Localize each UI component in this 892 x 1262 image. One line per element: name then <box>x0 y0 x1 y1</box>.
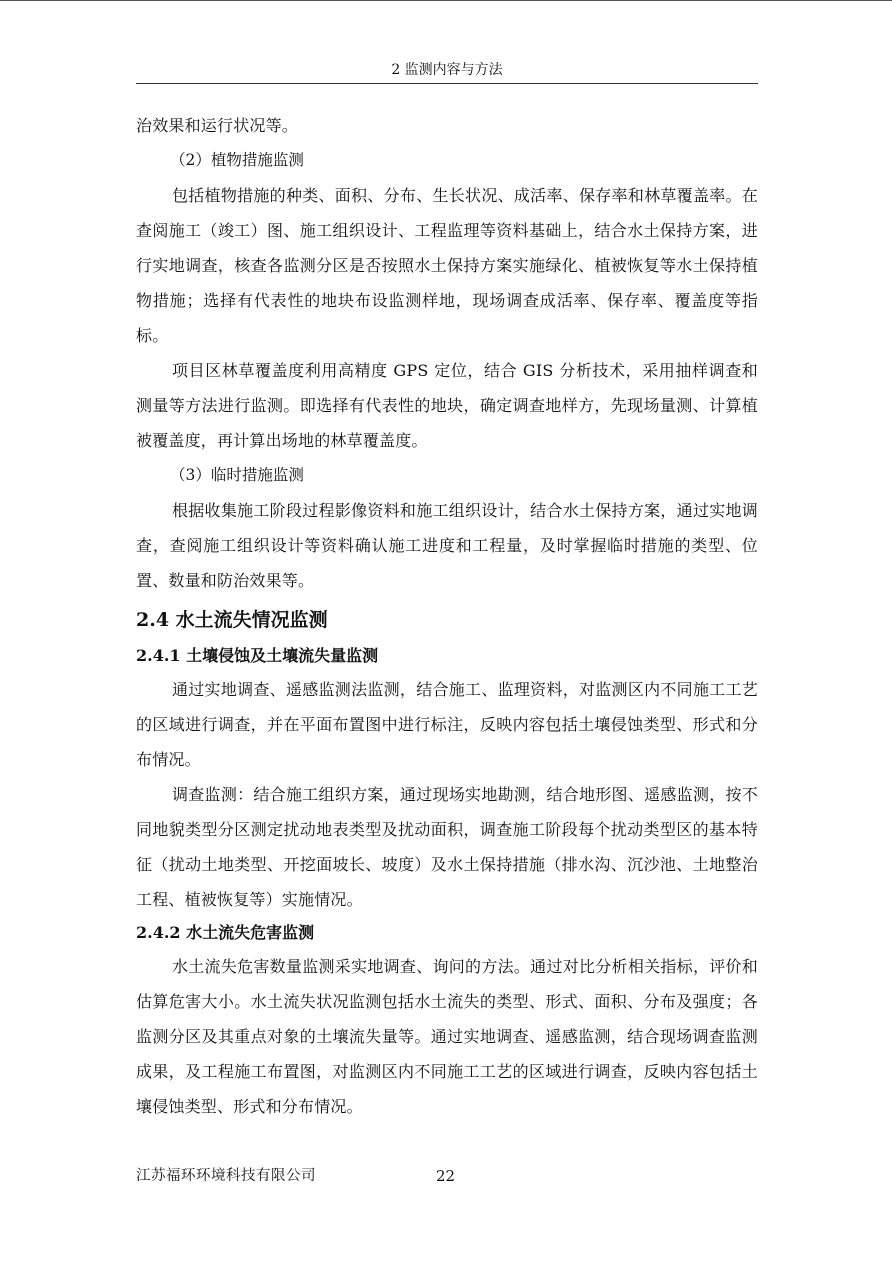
paragraph-continuation: 治效果和运行状况等。 <box>136 116 299 135</box>
document-body <box>136 108 758 1124</box>
page-number: 22 <box>436 1167 456 1185</box>
section-heading-2-4-2: 2.4.2 水土流失危害监测 <box>136 923 315 942</box>
subheading-temporary-measures: （3）临时措施监测 <box>170 466 304 484</box>
paragraph-vegetation-coverage: 项目区林草覆盖度利用高精度 GPS 定位，结合 GIS 分析技术，采用抽样调查和测量等方法进行监测。即选择有代表性的地块，确定调查地样方，先现场量测、计算植被覆盖度，再计算出场地的林草覆盖度。 <box>136 361 758 450</box>
header-divider <box>136 83 758 84</box>
paragraph-soil-erosion: 通过实地调查、遥感监测法监测，结合施工、监理资料，对监测区内不同施工工艺的区域进行调查，并在平面布置图中进行标注，反映内容包括土壤侵蚀类型、形式和分布情况。 <box>136 680 758 769</box>
paragraph-plant-measures: 包括植物措施的种类、面积、分布、生长状况、成活率、保存率和林草覆盖率。在查阅施工（竣工）图、施工组织设计、工程监理等资料基础上，结合水土保持方案，进行实地调查，核查各监测分区是否按照水土保持方案实施绿化、植被恢复等水土保持植物措施；选择有代表性的地块布设监测样地，现场调查成活率、保存率、覆盖度等指标。 <box>136 186 758 345</box>
paragraph-survey-monitoring: 调查监测：结合施工组织方案，通过现场实地勘测，结合地形图、遥感监测，按不同地貌类型分区测定扰动地表类型及扰动面积，调查施工阶段每个扰动类型区的基本特征（扰动土地类型、开挖面坡长、坡度）及水土保持措施（排水沟、沉沙池、土地整治工程、植被恢复等）实施情况。 <box>136 785 758 909</box>
section-heading-2-4: 2.4 水土流失情况监测 <box>136 609 328 631</box>
section-heading-2-4-1: 2.4.1 土壤侵蚀及土壤流失量监测 <box>136 646 379 665</box>
paragraph-hazard-monitoring: 水土流失危害数量监测采实地调查、询问的方法。通过对比分析相关指标，评价和估算危害大小。水土流失状况监测包括水土流失的类型、形式、面积、分布及强度；各监测分区及其重点对象的土壤流失量等。通过实地调查、遥感监测，结合现场调查监测成果，及工程施工布置图，对监测区内不同施工工艺的区域进行调查，反映内容包括土壤侵蚀类型、形式和分布情况。 <box>136 957 758 1116</box>
page-top-border <box>0 0 892 1</box>
footer-company-name: 江苏福环环境科技有限公司 <box>136 1168 316 1184</box>
subheading-plant-measures: （2）植物措施监测 <box>170 151 304 169</box>
paragraph-temporary-measures: 根据收集施工阶段过程影像资料和施工组织设计，结合水土保持方案，通过实地调查，查阅施工组织设计等资料确认施工进度和工程量，及时掌握临时措施的类型、位置、数量和防治效果等。 <box>136 501 758 590</box>
page-header: 2 监测内容与方法 <box>391 62 503 78</box>
